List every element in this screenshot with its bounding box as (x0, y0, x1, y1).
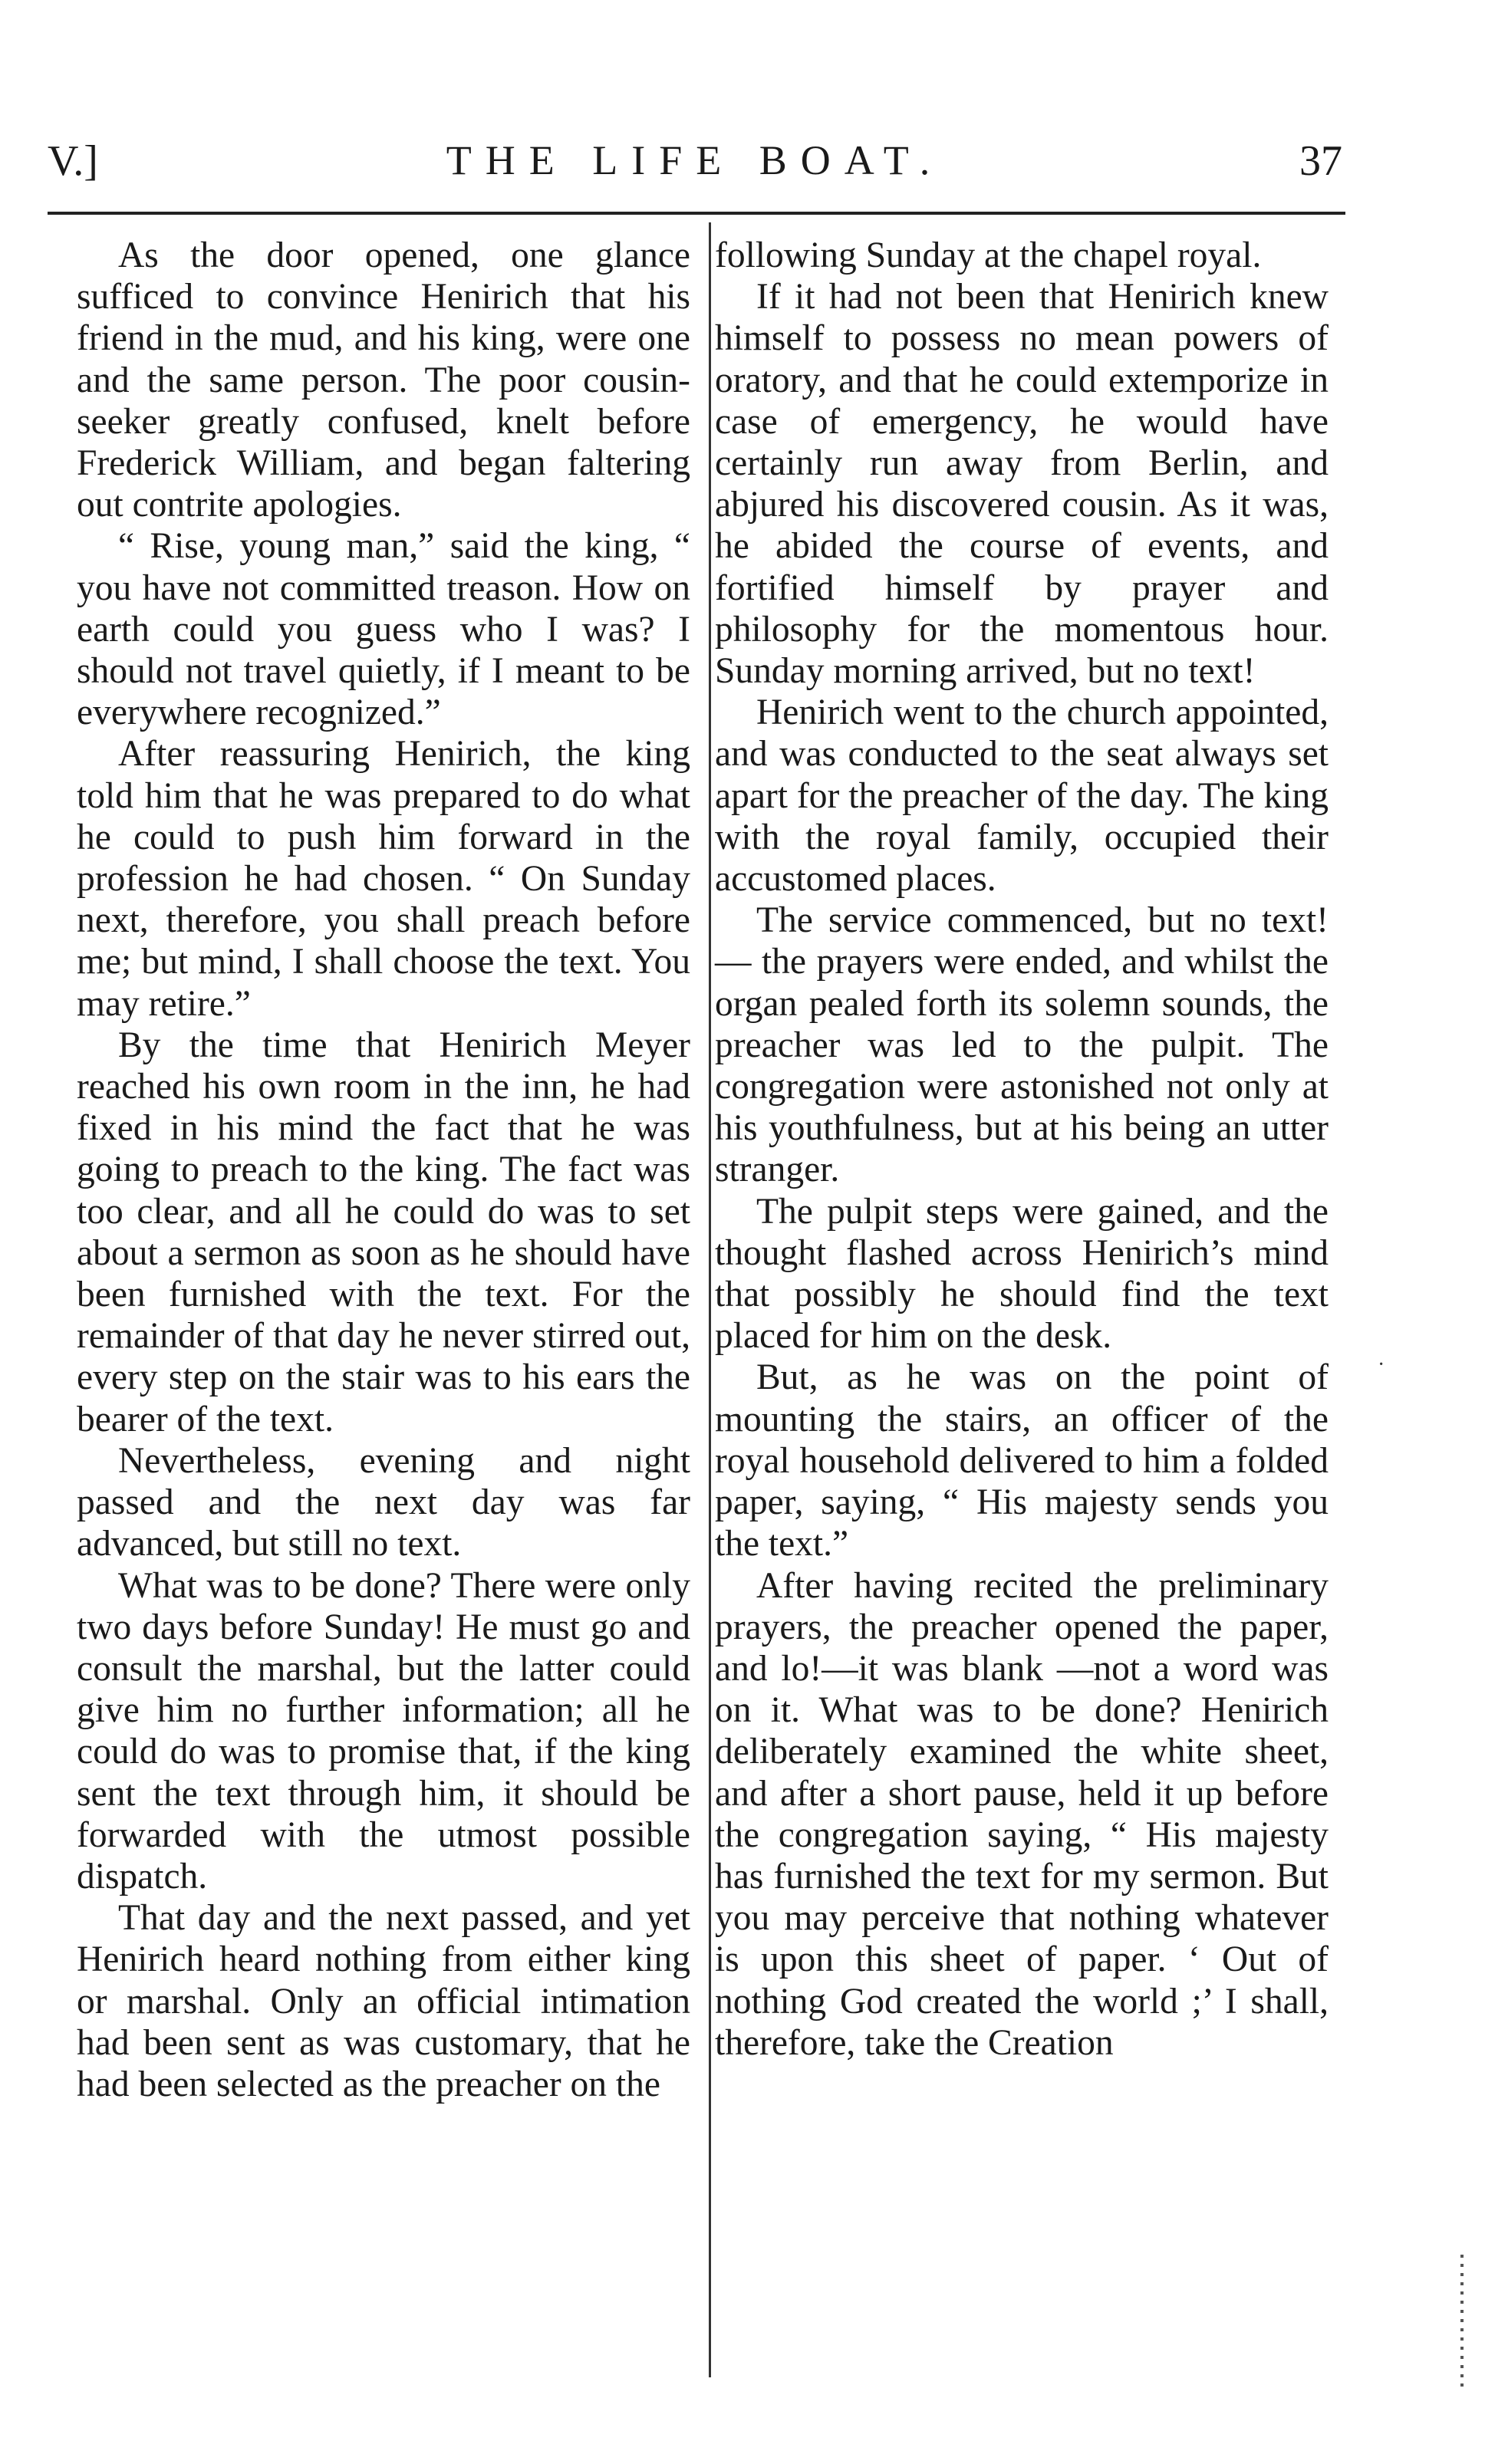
section-marker: V.] (48, 137, 98, 185)
paragraph: The pulpit steps were gained, and the thought flashed across Henirich’s mind that possibly he should find the text placed for him on the desk. (715, 1191, 1329, 1357)
paragraph: That day and the next passed, and yet Henirich heard nothing from either king or marshal. Only an official intimation had been sent as was customary, that he had been selected as the preacher on the (77, 1898, 690, 2104)
paragraph: “ Rise, young man,” said the king, “ you have not committed treason. How on earth could you guess who I was? I should not travel quietly, if I meant to be everywhere recognized.” (77, 526, 690, 733)
running-title: THE LIFE BOAT. (446, 137, 944, 183)
paragraph: The service commenced, but no text! — the prayers were ended, and whilst the organ pealed forth its solemn sounds, the preacher was led to the pulpit. The congregation were astonished not only at his youthfulness, but at his being an utter stranger. (715, 900, 1329, 1190)
right-column (715, 235, 1329, 2064)
paragraph: After having recited the preliminary prayers, the preacher opened the paper, and lo!—it was blank —not a word was on it. What was to be done? Henirich deliberately examined the white sheet, and after a short pause, held it up before the congregation saying, “ His majesty has furnished the text for my sermon. But you may perceive that nothing whatever is upon this sheet of paper. ‘ Out of nothing God created the world ;’ I shall, therefore, take the Creation (715, 1565, 1329, 2063)
left-column (77, 235, 690, 2105)
paragraph: If it had not been that Henirich knew himself to possess no mean powers of oratory, and that he could extemporize in case of emergency, he would have certainly run away from Berlin, and abjured his discovered cousin. As it was, he abided the course of events, and fortified himself by prayer and philosophy for the momentous hour. Sunday morning arrived, but no text! (715, 277, 1329, 692)
margin-speck: · (1378, 1353, 1385, 1377)
page-number: 37 (1299, 137, 1342, 185)
paragraph: Nevertheless, evening and night passed and the next day was far advanced, but still no text. (77, 1440, 690, 1564)
paragraph: What was to be done? There were only two days before Sunday! He must go and consult the marshal, but the latter could give him no further information; all he could do was to promise that, if the king sent the text through him, it should be forwarded with the utmost possible dispatch. (77, 1565, 690, 1897)
paragraph: As the door opened, one glance sufficed to convince Henirich that his friend in the mud, and his king, were one and the same person. The poor cousin-seeker greatly confused, knelt before Frederick William, and began faltering out contrite apologies. (77, 235, 690, 525)
header-rule (48, 212, 1345, 215)
paragraph: After reassuring Henirich, the king told him that he was prepared to do what he could to push him forward in the profession he had chosen. “ On Sunday next, therefore, you shall preach before me; but mind, I shall choose the text. You may retire.” (77, 734, 690, 1024)
running-header (48, 137, 1342, 198)
paragraph: Henirich went to the church appointed, and was conducted to the seat always set apart for the preacher of the day. The king with the royal family, occupied their accustomed places. (715, 692, 1329, 900)
scan-edge-mark (1460, 2255, 1464, 2393)
paragraph-continuation: following Sunday at the chapel royal. (715, 235, 1262, 275)
column-divider (709, 222, 711, 2377)
paragraph: By the time that Henirich Meyer reached his own room in the inn, he had fixed in his mind the fact that he was going to preach to the king. The fact was too clear, and all he could do was to set about a sermon as soon as he should have been furnished with the text. For the remainder of that day he never stirred out, every step on the stair was to his ears the bearer of the text. (77, 1025, 690, 1439)
paragraph: But, as he was on the point of mounting the stairs, an officer of the royal household delivered to him a folded paper, saying, “ His majesty sends you the text.” (715, 1357, 1329, 1564)
